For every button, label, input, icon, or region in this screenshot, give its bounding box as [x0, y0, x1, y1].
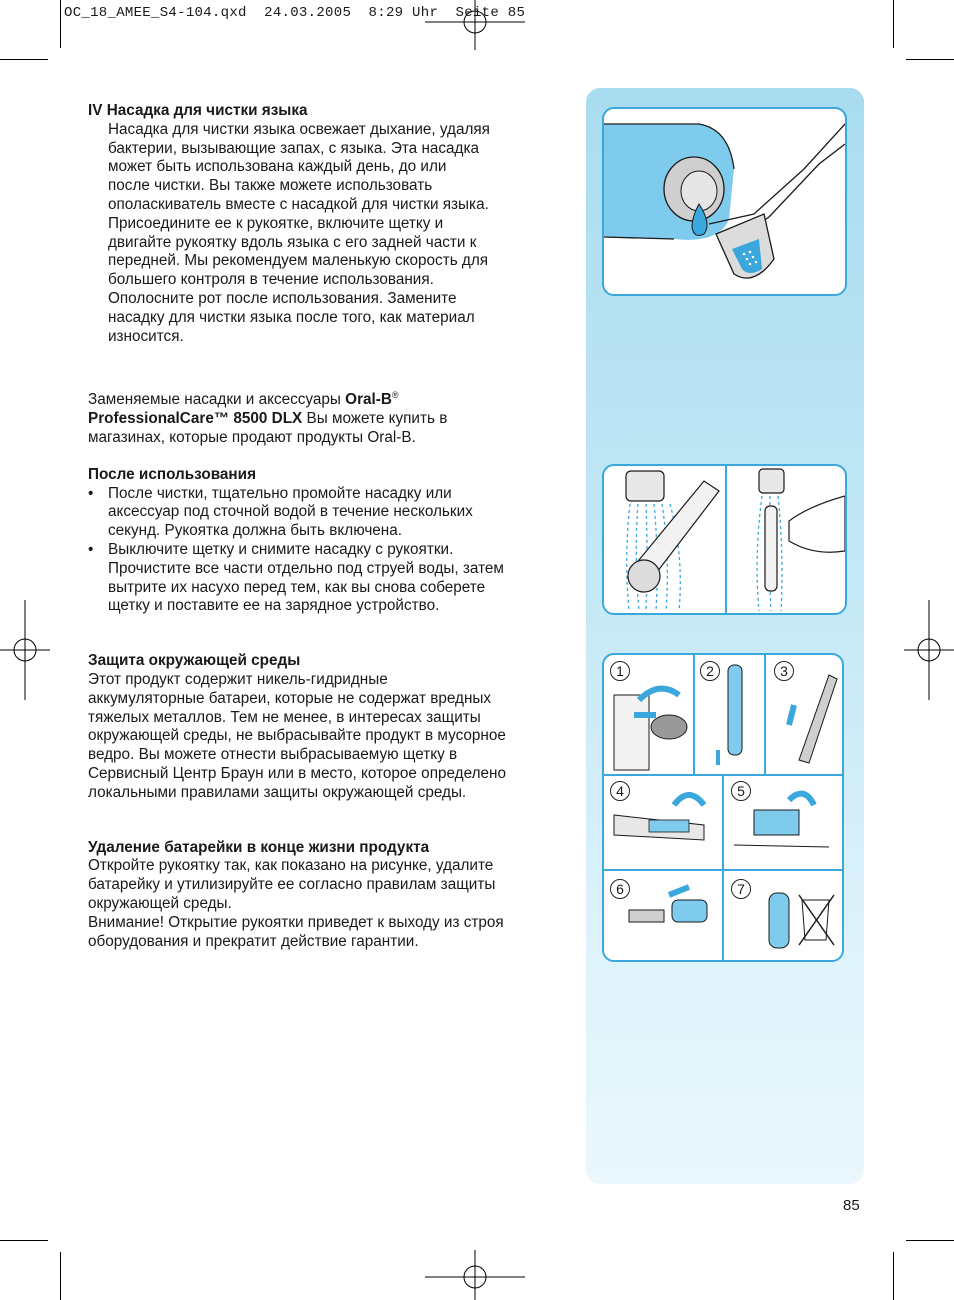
body-line: окружающей среды, не выбрасывайте продукт в мусорное [88, 727, 506, 745]
body-line: ведро. Вы можете отнести выбрасываемую щетку в [88, 746, 458, 764]
body-line: Откройте рукоятку так, как показано на рисунке, удалите [88, 857, 494, 875]
body-line: После чистки, тщательно промойте насадку или [108, 484, 452, 502]
page-number: 85 [843, 1197, 860, 1214]
body-line: Ополосните рот после использования. Замените [108, 289, 457, 307]
body-line: Этот продукт содержит никель-гидридные [88, 671, 388, 689]
file-header: OC_18_AMEE_S4-104.qxd 24.03.2005 8:29 Uhr Seite 85 [64, 5, 526, 21]
environment-heading: Защита окружающей среды [88, 652, 301, 670]
body-line: бактерии, вызывающие запах, с языка. Эта насадка [108, 139, 480, 157]
bullet: • [88, 541, 94, 559]
product-name: ProfessionalCare™ 8500 DLX [88, 410, 303, 428]
brand-name: Oral-B [345, 391, 392, 409]
body-line: после чистки. Вы также можете использовать [108, 177, 433, 195]
battery-steps-figure [602, 653, 844, 962]
body-line: может быть использована каждый день, до или [108, 158, 447, 176]
rinsing-illustration [604, 466, 845, 613]
body-line: ProfessionalCare™ 8500 DLX Вы можете купить в [88, 410, 448, 428]
body-line: вытрите их насухо перед тем, как вы снова соберете [108, 578, 486, 596]
body-line: Внимание! Открытие рукоятки приведет к выходу из строя [88, 913, 504, 931]
step-number: 1 [610, 661, 630, 681]
body-line: Прочистите все части отдельно под струей воды, затем [108, 559, 504, 577]
body-line: аккумуляторные батареи, которые не содержат вредных [88, 689, 492, 707]
body-line: щетку и поставите ее на зарядное устройство. [108, 597, 440, 615]
body-line: батарейку и утилизируйте ее согласно правилам защиты [88, 876, 496, 894]
body-line: двигайте рукоятку вдоль языка с его задней части к [108, 233, 477, 251]
body-line: Сервисный Центр Браун или в место, которое определено [88, 765, 506, 782]
body-line: Насадка для чистки языка освежает дыхание, удаляя [108, 120, 490, 138]
battery-steps-grid [604, 655, 842, 960]
rinsing-figure [602, 464, 847, 615]
body-line: насадку для чистки языка после того, как материал [108, 308, 475, 326]
tongue-cleaner-illustration [604, 109, 845, 294]
battery-removal-heading: Удаление батарейки в конце жизни продукта [88, 838, 430, 856]
crop-mark [0, 1240, 48, 1241]
bullet-item [88, 485, 563, 541]
body-line: большего контроля в течение использования. [108, 271, 434, 289]
crop-mark [906, 59, 954, 60]
body-line: передней. Мы рекомендуем маленькую скорость для [108, 252, 489, 270]
step-number: 3 [774, 661, 794, 681]
body-line: Выключите щетку и снимите насадку с рукоятки. [108, 541, 454, 559]
step-number: 2 [700, 661, 720, 681]
crop-mark [893, 0, 894, 48]
body-line: ополаскиватель вместе с насадкой для чистки языка. [108, 195, 489, 213]
text-column [88, 102, 563, 951]
body-line: тяжелых металлов. Тем не менее, в интересах защиты [88, 708, 481, 726]
registered-mark: ® [391, 390, 399, 401]
body-line: локальными правилами защиты окружающей среды. [88, 783, 467, 801]
tongue-cleaner-heading: IV Насадка для чистки языка [88, 102, 308, 119]
body-line: окружающей среды. [88, 894, 232, 912]
body-line: аксессуар под сточной водой в течение нескольких [108, 503, 473, 521]
bullet-item [88, 541, 563, 616]
step-number: 6 [610, 879, 630, 899]
body-line: оборудования и прекратит действие гарантии. [88, 932, 419, 950]
step-number: 5 [731, 781, 751, 801]
body-line: магазинах, которые продают продукты Oral-B. [88, 429, 416, 447]
body-line: износится. [108, 327, 184, 345]
after-use-heading: После использования [88, 465, 256, 483]
crop-mark [906, 1240, 954, 1241]
crop-mark [893, 1252, 894, 1300]
registration-mark-left [0, 600, 50, 700]
crop-mark [0, 59, 48, 60]
registration-mark-right [904, 600, 954, 700]
body-line: Присоедините ее к рукоятке, включите щетку и [108, 214, 444, 232]
crop-mark [60, 0, 61, 48]
registration-mark-bottom [425, 1250, 525, 1300]
crop-mark [60, 1252, 61, 1300]
registration-mark-top [425, 0, 525, 50]
replacement-paragraph [88, 386, 563, 447]
step-number: 7 [731, 879, 751, 899]
step-number: 4 [610, 781, 630, 801]
tongue-cleaner-figure [602, 107, 847, 296]
body-line: Заменяемые насадки и аксессуары Oral-B® [88, 390, 399, 409]
bullet: • [88, 484, 94, 502]
body-line: секунд. Рукоятка должна быть включена. [108, 522, 403, 540]
tongue-cleaner-body [88, 121, 563, 347]
